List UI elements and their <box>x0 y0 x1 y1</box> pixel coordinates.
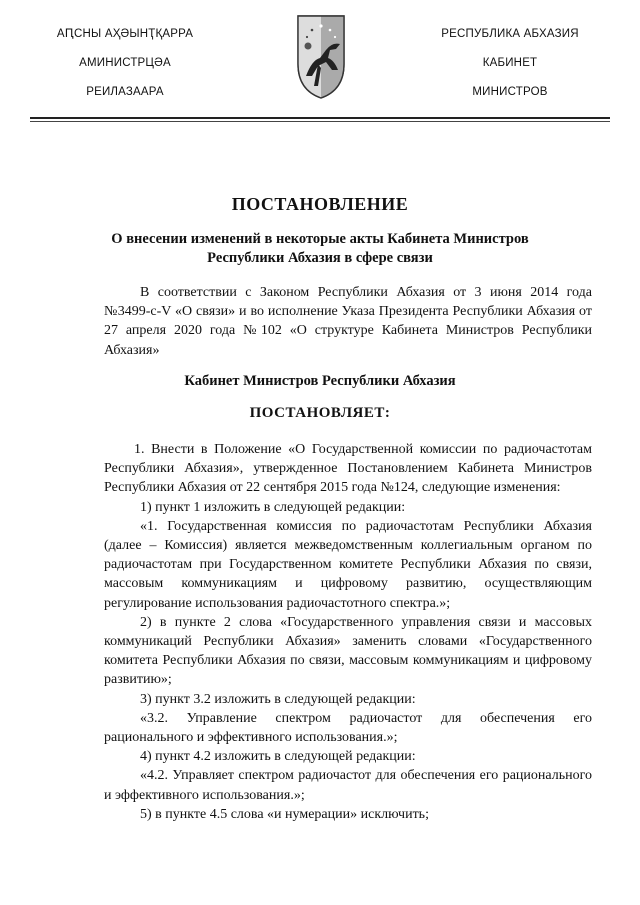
header-left-line-3: РЕИЛАЗААРА <box>86 86 164 98</box>
header-left-line-2: АМИНИСТРЦӘА <box>79 57 171 69</box>
paragraph: 3) пункт 3.2 изложить в следующей редакции: <box>140 691 416 707</box>
preamble-text: В соответствии с Законом Республики Абхазия от 3 июня 2014 года №3499-с-V «О связи» и во исполнение Указа Президента Республики Абхазия от 27 апреля 2020 года №102 «О структуре Кабинета Министров Республики Абхазия» <box>104 285 592 358</box>
subject-line-2: Республики Абхазия в сфере связи <box>207 250 433 266</box>
paragraph: «3.2. Управление спектром радиочастот для обеспечения его рационального и эффективного использования.»; <box>104 710 592 746</box>
paragraph: 1. Внести в Положение «О Государственной комиссии по радиочастотам Республики Абхазия», утвержденное Постановлением Кабинета Министров Республики Абхазия от 22 сентября 2015 года №124, следующие изменения: <box>104 442 592 496</box>
paragraph: 4) пункт 4.2 изложить в следующей редакции: <box>140 749 416 765</box>
document-subject <box>100 230 540 268</box>
subject-line-1: О внесении изменений в некоторые акты Кабинета Министров <box>111 231 529 247</box>
header-right-block <box>415 26 605 113</box>
header-divider-thick <box>30 117 610 119</box>
header-right-line-3: МИНИСТРОВ <box>472 86 548 98</box>
header-left-block <box>30 26 220 113</box>
paragraph: «4.2. Управляет спектром радиочастот для обеспечения его рационального и эффективного использования.»; <box>104 768 592 803</box>
paragraph: «1. Государственная комиссия по радиочастотам Республики Абхазия (далее – Комиссия) является межведомственным коллегиальным органом по радиочастотам при Государственном комитете Республики Абхазия по связи, массовым коммуникациям и цифровому развитию, осуществляющим регулирование использования радиочастотного спектра.»; <box>104 518 592 611</box>
header-left-line-1: АԤСНЫ АҲӘЫНҬҚАРРА <box>56 28 194 40</box>
document-title: ПОСТАНОВЛЕНИЕ <box>231 194 409 214</box>
resolves-heading: ПОСТАНОВЛЯЕТ: <box>249 405 391 421</box>
header-right-line-2: КАБИНЕТ <box>482 57 538 69</box>
header-divider-thin <box>30 121 610 122</box>
resolution-body <box>104 440 592 824</box>
paragraph: 1) пункт 1 изложить в следующей редакции: <box>140 499 406 515</box>
abkhazia-coat-of-arms-icon <box>296 14 346 100</box>
paragraph: 5) в пункте 4.5 слова «и нумерации» исключить; <box>140 806 429 822</box>
header-right-line-1: РЕСПУБЛИКА АБХАЗИЯ <box>441 28 579 40</box>
preamble <box>104 283 592 360</box>
paragraph: 2) в пункте 2 слова «Государственного управления связи и массовых коммуникаций Республики Абхазия» заменить словами «Государственного комитета Республики Абхазия по связи, массовым коммуникациям и цифровому развитию»; <box>104 614 592 688</box>
issuer-heading: Кабинет Министров Республики Абхазия <box>184 373 456 389</box>
